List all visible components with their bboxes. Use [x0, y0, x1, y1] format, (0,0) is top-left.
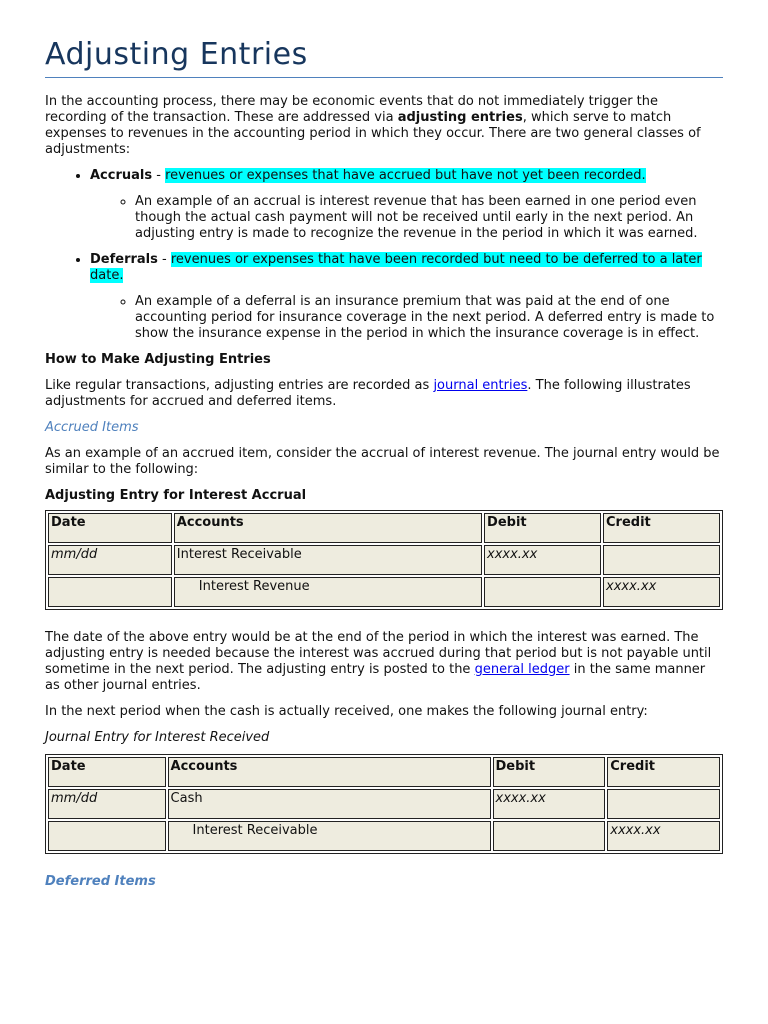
how-to-heading: How to Make Adjusting Entries: [45, 352, 271, 367]
term-separator: -: [152, 168, 166, 183]
title-divider: [45, 77, 723, 78]
journal-entries-link[interactable]: journal entries: [433, 378, 528, 393]
intro-text-1: In the accounting process, there may be economic events that do not immediately trigger the recording of the transaction. These are addressed via: [45, 94, 659, 125]
table-header-cell: Credit: [603, 513, 720, 543]
accrual-journal-table: [45, 510, 723, 610]
next-period-paragraph: In the next period when the cash is actually received, one makes the following journal entry:: [45, 704, 648, 719]
table-cell: Interest Receivable: [174, 545, 482, 575]
table-cell: [607, 789, 720, 819]
table-header-cell: Date: [48, 757, 166, 787]
table-cell: xxxx.xx: [603, 577, 720, 607]
highlighted-definition: revenues or expenses that have been recorded but need to be deferred to a later date.: [90, 252, 702, 283]
table-header-cell: Credit: [607, 757, 720, 787]
table-row: [48, 545, 720, 575]
how-to-paragraph: [45, 378, 723, 410]
table-cell: [484, 577, 601, 607]
after-table-text-2: in the same manner as other journal entries.: [45, 662, 706, 693]
intro-paragraph: [45, 94, 723, 158]
how-to-text-2: . The following illustrates adjustments for accrued and deferred items.: [45, 378, 691, 409]
term-accruals: Accruals: [90, 168, 153, 183]
received-table-caption: Journal Entry for Interest Received: [45, 730, 270, 745]
table-header-cell: Debit: [484, 513, 601, 543]
adjustment-classes-list: [45, 168, 723, 342]
after-table-paragraph: [45, 630, 723, 694]
general-ledger-link[interactable]: general ledger: [474, 662, 570, 677]
table-cell: Interest Revenue: [174, 577, 482, 607]
received-journal-table: [45, 754, 723, 854]
table-cell: mm/dd: [48, 789, 166, 819]
table-cell: xxxx.xx: [493, 789, 606, 819]
deferred-items-heading: Deferred Items: [45, 874, 156, 889]
table-cell: mm/dd: [48, 545, 172, 575]
table-cell: Interest Receivable: [168, 821, 491, 851]
deferrals-example: ◦ An example of a deferral is an insurance premium that was paid at the end of one accounting period for insurance coverage in the next period. A deferred entry is made to show the insurance expense in the period in which the insurance coverage is in effect.: [135, 294, 723, 342]
how-to-text-1: Like regular transactions, adjusting entries are recorded as: [45, 378, 434, 393]
accrued-paragraph: As an example of an accrued item, consider the accrual of interest revenue. The journal entry would be similar to the following:: [45, 446, 720, 477]
table-cell: [48, 577, 172, 607]
term-deferrals: Deferrals: [90, 252, 158, 267]
table-cell: [48, 821, 166, 851]
accruals-example: ◦ An example of an accrual is interest revenue that has been earned in one period even though the actual cash payment will not be received until early in the next period. An adjusting entry is made to recognize the revenue in the period in which it was earned.: [135, 194, 723, 242]
intro-text-2: , which serve to match expenses to revenues in the accounting period in which they occur. There are two general classes of adjustments:: [45, 110, 701, 157]
table-cell: xxxx.xx: [484, 545, 601, 575]
list-item-deferrals: [90, 252, 723, 342]
table-header-cell: Date: [48, 513, 172, 543]
table-cell: xxxx.xx: [607, 821, 720, 851]
table-header-cell: Debit: [493, 757, 606, 787]
table-row: [48, 577, 720, 607]
deferrals-sublist: [90, 294, 723, 342]
table-cell: [603, 545, 720, 575]
table-row: [48, 821, 720, 851]
intro-bold-term: adjusting entries: [397, 110, 523, 125]
after-table-text-1: The date of the above entry would be at the end of the period in which the interest was earned. The adjusting entry is needed because the interest was accrued during that period but is not payable until sometime in the next period. The adjusting entry is posted to the: [45, 630, 712, 677]
table-cell: Cash: [168, 789, 491, 819]
accruals-sublist: [90, 194, 723, 242]
page-title: Adjusting Entries: [45, 37, 308, 72]
table-header-cell: Accounts: [174, 513, 482, 543]
term-separator: -: [157, 252, 171, 267]
accrued-items-heading: Accrued Items: [45, 420, 139, 435]
table-row: [48, 789, 720, 819]
list-item-accruals: [90, 168, 723, 242]
table-header-row: [48, 513, 720, 543]
accrual-table-caption: Adjusting Entry for Interest Accrual: [45, 488, 307, 503]
table-header-row: [48, 757, 720, 787]
table-header-cell: Accounts: [168, 757, 491, 787]
table-cell: [493, 821, 606, 851]
highlighted-definition: revenues or expenses that have accrued but have not yet been recorded.: [165, 168, 646, 183]
